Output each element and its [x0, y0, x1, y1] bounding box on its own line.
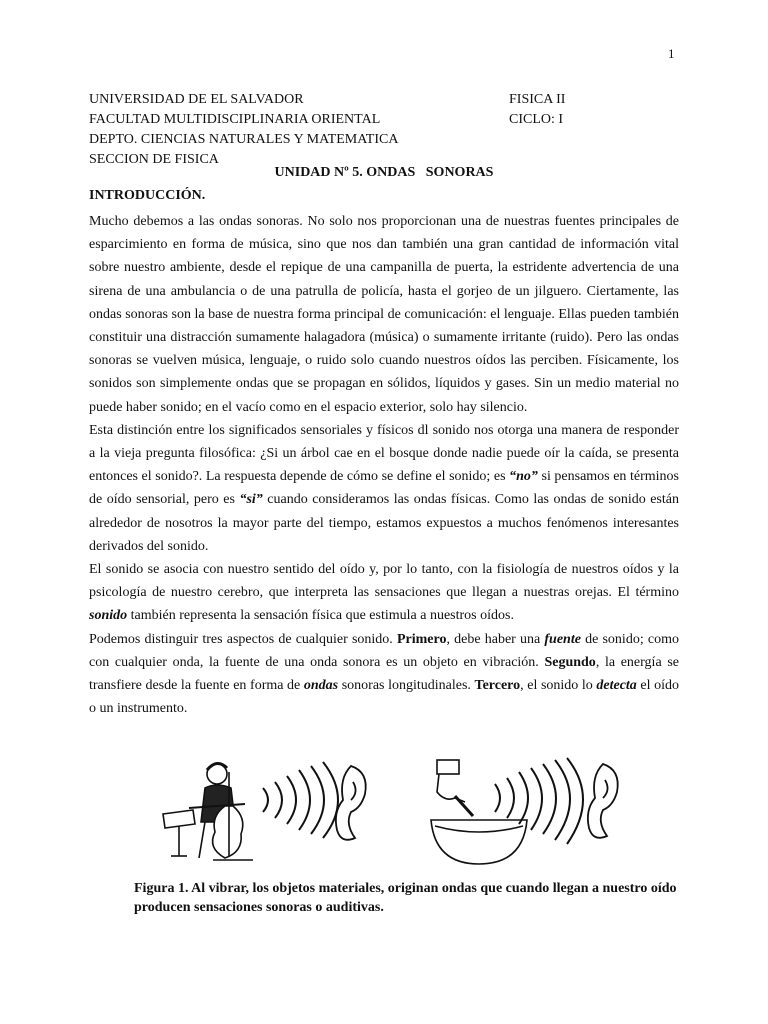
p4-emph-ondas: ondas	[303, 678, 339, 694]
p4-text-a: Podemos distinguir tres aspectos de cualquier sonido.	[89, 631, 397, 647]
header-line-faculty: FACULTAD MULTIDISCIPLINARIA ORIENTAL	[89, 112, 381, 127]
p3-text-a: El sonido se asocia con nuestro sentido del oído y, por lo tanto, con la fisiología de nuestros oídos y la psicología de nuestro cerebro, que interpreta las sensaciones que llegan a nuestras orejas. El término	[89, 562, 679, 601]
ear-icon	[588, 764, 618, 838]
paragraph-2	[89, 419, 679, 558]
p4-text-f: , el sonido lo	[520, 678, 597, 694]
course-header	[509, 90, 565, 130]
ear-icon	[336, 766, 366, 840]
p4-emph-detecta: detecta	[596, 678, 637, 694]
p4-text-g: el oído o un instrumento.	[89, 678, 679, 717]
unit-title-text: UNIDAD Nº 5. ONDAS SONORAS	[274, 165, 494, 180]
header-line-department: DEPTO. CIENCIAS NATURALES Y MATEMATICA	[89, 132, 399, 147]
p4-emph-fuente: fuente	[544, 631, 581, 647]
p4-bold-segundo: Segundo	[544, 654, 596, 670]
p4-text-d: , la energía se transfiere desde la fuente en forma de	[89, 654, 679, 694]
p2-emph-si: “si”	[239, 492, 263, 508]
figure-1	[155, 752, 635, 872]
p4-text-c: de sonido; como con cualquier onda, la fuente de una onda sonora es un objeto en vibración.	[89, 631, 679, 670]
header-course: FISICA II	[509, 92, 566, 107]
header-line-section: SECCION DE FISICA	[89, 152, 219, 167]
p2-text-a: Esta distinción entre los significados sensoriales y físicos dl sonido nos otorga una manera de responder a la vieja pregunta filosófica: ¿Si un árbol cae en el bosque donde nadie puede oír la caída, se presenta entonces el sonido?. La respuesta depende de cómo se define el sonido; es	[89, 422, 679, 485]
page-number: 1	[668, 46, 675, 61]
struck-bowl-illustration-icon	[431, 760, 527, 864]
unit-title	[0, 165, 768, 181]
p2-emph-no: “no”	[509, 469, 538, 485]
p4-text-e: sonoras longitudinales.	[338, 678, 475, 694]
paragraph-1: Mucho debemos a las ondas sonoras. No solo nos proporcionan una de nuestras fuentes principales de esparcimiento en forma de música, sino que nos dan también una gran cantidad de información vital sobre nuestro ambiente, desde el repique de una campanilla de puerta, la estridente advertencia de una sirena de una ambulancia o de una patrulla de policía, hasta el gorjeo de un jilguero. Ciertamente, las ondas sonoras son la base de nuestra forma principal de comunicación: el lenguaje. Ellas pueden también constituir una distracción sumamente halagadora (música) o sumamente irritante (ruido). Pero las ondas sonoras se vuelven música, lenguaje, o ruido solo cuando nuestros oídos las perciben. Físicamente, los sonidos son simplemente ondas que se propagan en sólidos, líquidos y gases. Sin un medio material no puede haber sonido; en el vacío como en el espacio exterior, solo hay silencio.	[89, 214, 679, 415]
figure-caption-line-2: producen sensaciones sonoras o auditivas.	[134, 900, 384, 915]
p4-text-b: , debe haber una	[446, 631, 545, 647]
section-heading: INTRODUCCIÓN.	[89, 188, 206, 203]
cellist-illustration-icon	[163, 763, 253, 860]
p4-bold-tercero: Tercero	[474, 678, 521, 694]
p2-text-b: si pensamos en términos de oído sensorial, pero es	[89, 469, 679, 508]
paragraph-3	[89, 558, 679, 628]
p2-text-c: cuando consideramos las ondas físicas. Como las ondas de sonido están alrededor de nosotros la mayor parte del tiempo, estamos expuestos a muchos fenómenos interesantes derivados del sonido.	[89, 492, 679, 554]
p3-text-b: también representa la sensación física que estimula a nuestros oídos.	[127, 608, 514, 624]
document-body	[89, 210, 679, 720]
paragraph-4	[89, 628, 679, 721]
header-cycle: CICLO: I	[509, 112, 564, 127]
p3-emph-sonido: sonido	[89, 608, 128, 624]
header-line-university: UNIVERSIDAD DE EL SALVADOR	[89, 92, 304, 107]
figure-illustrations	[155, 752, 635, 872]
p4-bold-primero: Primero	[396, 631, 447, 647]
institution-header	[89, 90, 398, 170]
sound-waves-left-icon	[263, 762, 338, 838]
figure-caption-line-1: Figura 1. Al vibrar, los objetos materiales, originan ondas que cuando llegan a nuestro oído	[134, 881, 677, 896]
figure-caption	[134, 879, 694, 917]
